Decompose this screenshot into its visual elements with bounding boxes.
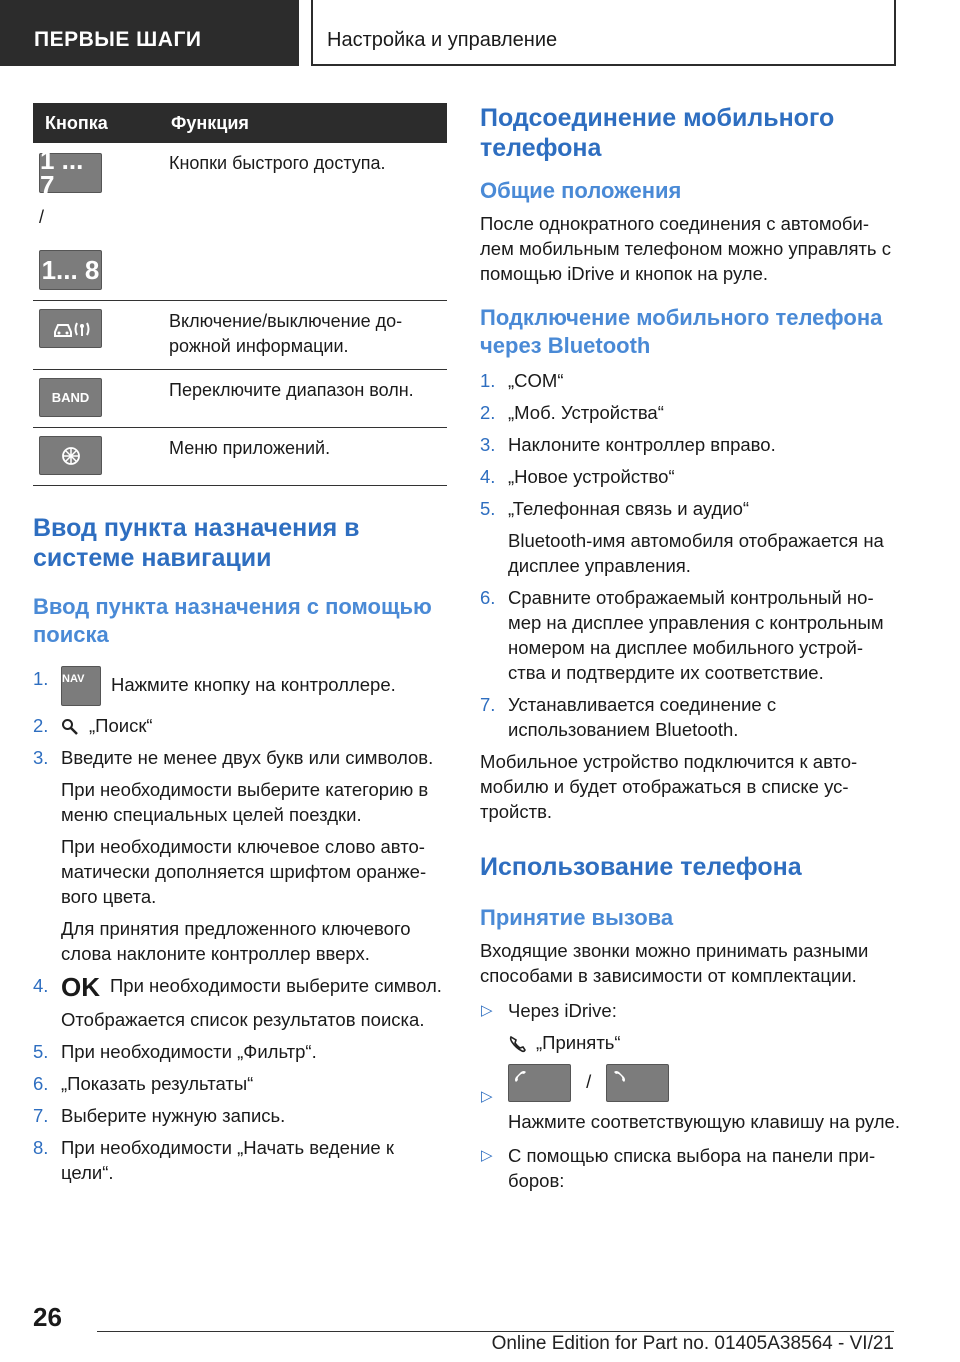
table-row [33,428,447,486]
step-text: „COM“ [508,370,564,391]
page-number: 26 [33,1302,62,1332]
table-cell-icon [33,301,159,370]
step-number: 2. [480,402,496,423]
step-text: „Новое устройство“ [508,466,675,487]
separator-slash: / [586,1070,592,1092]
list-item [480,998,900,1055]
table-cell-text: Включение/выключение до-рожной информации. [159,301,447,370]
list-item [480,368,900,393]
chapter-title: Настройка и управление [311,0,896,66]
step-number: 1. [480,370,496,391]
accept-call-key [508,1064,571,1102]
nav-entry-heading: Ввод пункта назначения в системе навигации [33,514,360,572]
step-text: „Телефонная связь и аудио“ [508,498,750,519]
bullet-triangle-icon: ▷ [481,1147,493,1164]
left-column [33,103,447,1192]
table-cell-icon [33,370,159,428]
list-item [33,973,447,1032]
list-item [480,432,900,457]
traffic-info-icon [39,309,102,348]
nav-steps-list [33,666,447,1185]
step-number: 1. [33,668,49,689]
step-number: 7. [480,694,496,715]
list-item [480,692,900,742]
step-text: При необходимости „Фильтр“. [61,1040,317,1062]
right-column [480,103,900,1202]
bullet-triangle-icon: ▷ [481,1002,493,1019]
step-text: „Показать результаты“ [61,1072,254,1094]
step-text: Нажмите кнопку на контроллере. [111,673,396,695]
phone-connect-heading: Подсоединение мобильного телефона [480,104,835,162]
column-header-function: Функция [159,103,447,143]
footer-divider [97,1331,894,1332]
step-number: 6. [480,587,496,608]
keys-table [33,103,447,486]
table-cell-text: Переключите диапазон волн. [159,370,447,428]
step-number: 4. [480,466,496,487]
bullet-text: Через iDrive: [508,1000,617,1021]
step-note: При необходимости выберите категорию в меню специальных целей поездки. [61,779,429,825]
table-header-row [33,103,447,143]
list-item [480,400,900,425]
bullet-text: С помощью списка выбора на панели при-боров: [508,1145,876,1191]
step-note: Отображается список результатов поиска. [61,1008,425,1030]
table-cell-text: Меню приложений. [159,428,447,486]
favorites-1-7-key: 1 ... 7 [39,153,102,193]
bluetooth-subheading: Подключение мобильного телефона через Bluetooth [480,305,883,358]
step-note: Bluetooth-имя автомобиля отображается на дисплее управления. [508,530,884,576]
step-text: Наклоните контроллер вправо. [508,434,776,455]
general-text: После однократного соединения с автомоби-лем мобильным телефоном можно управлять с помощью iDrive и кнопок на руле. [480,213,891,284]
phone-handset-icon [508,1034,528,1054]
list-item [480,1143,900,1193]
list-item [33,1039,447,1064]
ok-symbol: OK [61,971,100,1002]
list-item [480,464,900,489]
step-number: 5. [33,1040,49,1062]
bluetooth-steps-list [480,368,900,742]
step-number: 3. [480,434,496,455]
step-note: Для принятия предложенного ключевого слова наклоните контроллер вверх. [61,918,411,964]
page-header [0,0,960,66]
nav-search-subheading: Ввод пункта назначения с помощью поиска [33,594,432,647]
apps-icon [39,436,102,475]
list-item [480,1064,900,1134]
column-header-button: Кнопка [33,103,159,143]
search-icon [61,718,81,736]
step-text: Устанавливается соединение с использованием Bluetooth. [508,694,777,740]
table-row [33,370,447,428]
list-item [480,585,900,685]
bullet-sub: Нажмите соответствующую клавишу на руле. [508,1111,900,1132]
nav-key: NAV [61,666,101,706]
edition-note: Online Edition for Part no. 01405A38564 - VI/21 [491,1333,894,1354]
accept-label: „Принять“ [536,1032,621,1053]
table-row [33,143,447,301]
list-item [33,1071,447,1096]
table-cell-icon [33,428,159,486]
step-number: 2. [33,715,49,736]
bullet-triangle-icon: ▷ [481,1088,493,1105]
step-text: Введите не менее двух букв или символов. [61,747,434,768]
step-number: 8. [33,1136,49,1158]
step-text: „Поиск“ [89,715,153,736]
step-note: При необходимости ключевое слово авто-матически дополняется шрифтом оранже-вого цвета. [61,836,427,907]
accept-call-subheading: Принятие вызова [480,905,674,930]
step-text: Выберите нужную запись. [61,1104,286,1126]
list-item [33,1135,447,1185]
step-number: 4. [33,975,49,996]
step-number: 6. [33,1072,49,1094]
connection-result-text: Мобильное устройство подключится к авто-мобилю и будет отображаться в списке ус-тройств. [480,751,858,822]
phone-use-heading: Использование телефона [480,853,802,881]
favorites-1-8-key: 1... 8 [39,250,102,290]
band-key: BAND [39,378,102,417]
separator-slash: / [39,207,45,227]
list-item [33,713,447,738]
accept-call-text: Входящие звонки можно принимать разными способами в зависимости от комплектации. [480,940,869,986]
end-call-key [606,1064,669,1102]
list-item [480,496,900,578]
step-text: При необходимости „Начать ведение к цели“. [61,1136,394,1183]
list-item [33,1103,447,1128]
general-subheading: Общие положения [480,178,682,203]
step-text: При необходимости выберите символ. [110,975,442,996]
list-item [33,666,447,706]
table-row [33,301,447,370]
accept-methods-list [480,998,900,1193]
list-item [33,745,447,966]
step-text: „Моб. Устройства“ [508,402,664,423]
section-title: ПЕРВЫЕ ШАГИ [0,0,299,66]
table-cell-text: Кнопки быстрого доступа. [159,143,447,301]
bullet-sub [508,1030,900,1055]
step-number: 5. [480,498,496,519]
step-number: 3. [33,747,49,768]
table-cell-icon [33,143,159,301]
step-text: Сравните отображаемый контрольный но-мер на дисплее управления с контрольным номером на дисплее мобильного устрой-ства и подтвердите их соответствие. [508,587,884,683]
step-number: 7. [33,1104,49,1126]
